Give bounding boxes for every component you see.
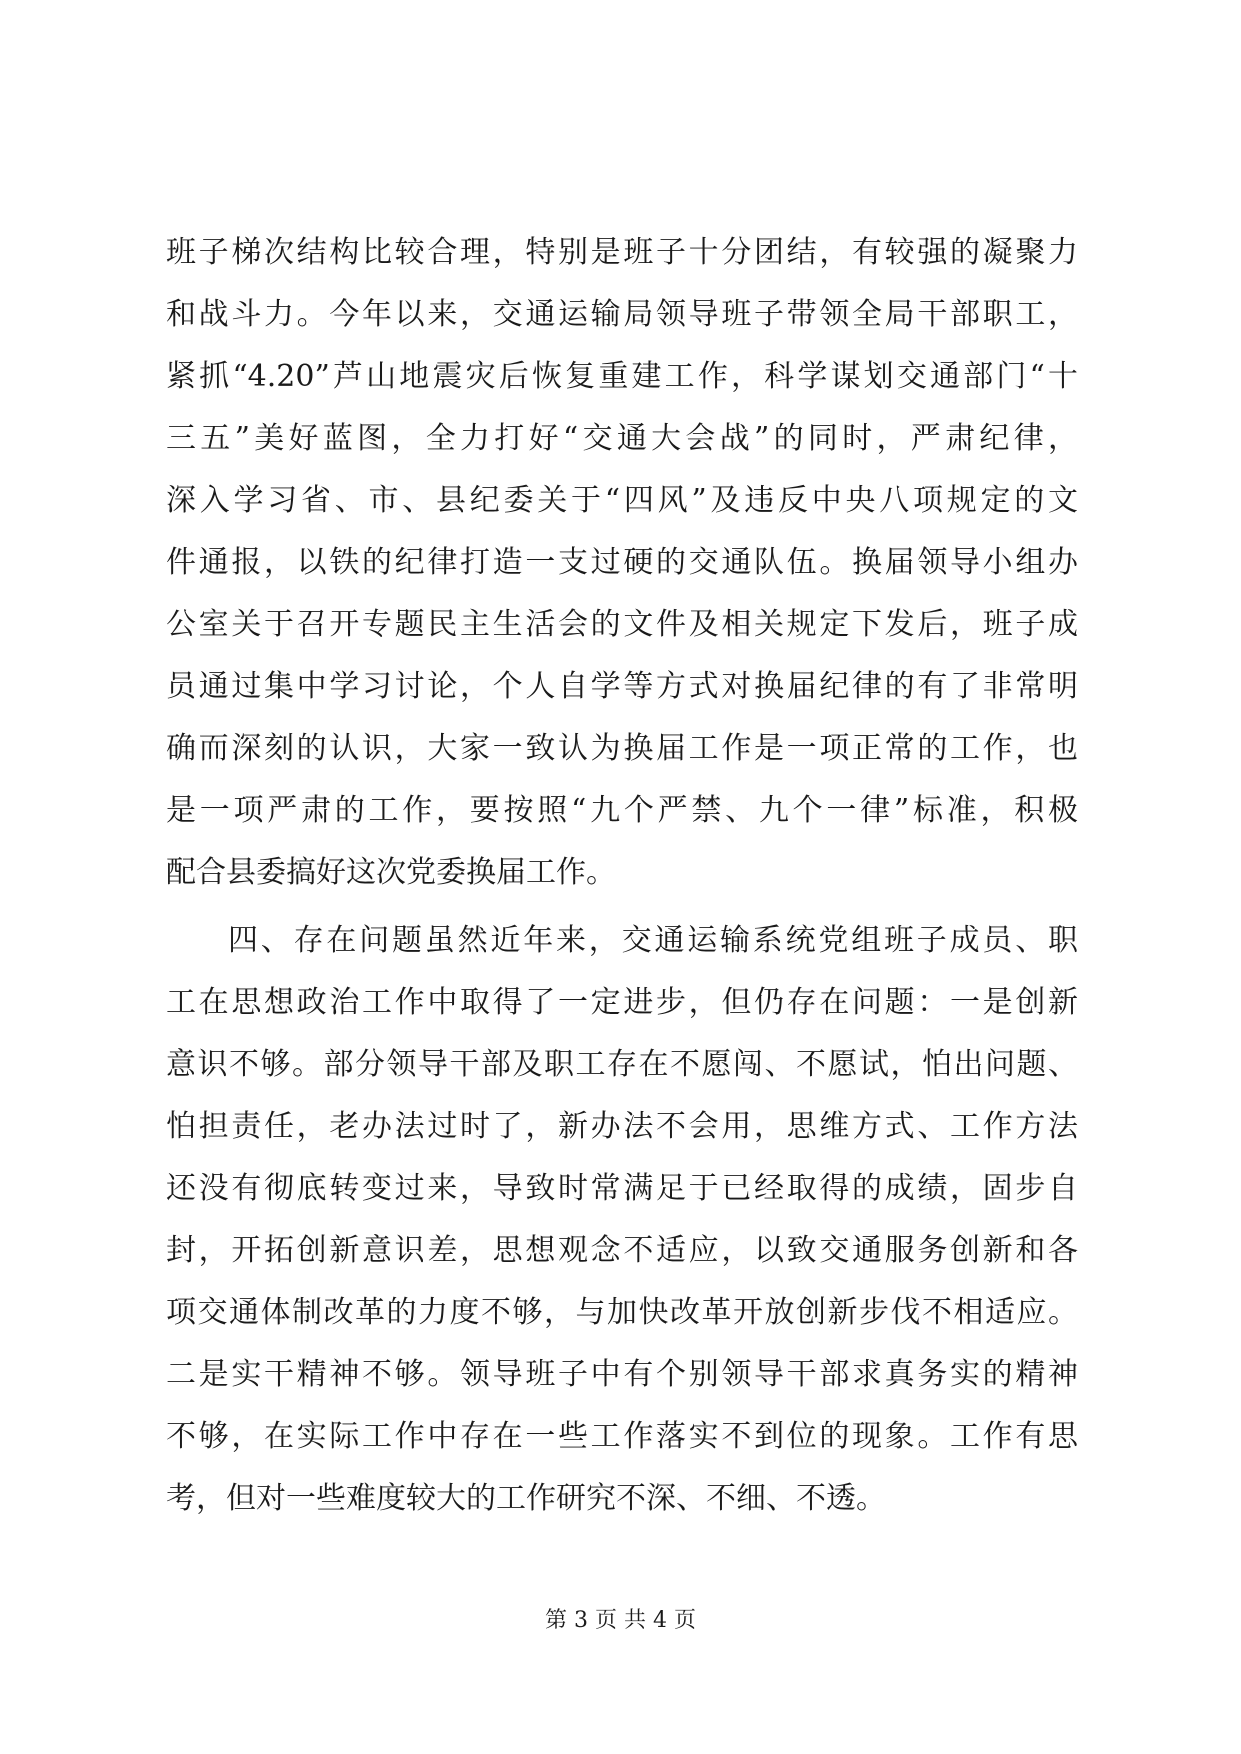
text-line: 紧抓“4.20”芦山地震灾后恢复重建工作，科学谋划交通部门“十 bbox=[166, 359, 1078, 394]
text-line: 三五”美好蓝图，全力打好“交通大会战”的同时，严肃纪律， bbox=[166, 421, 1078, 456]
text-line: 二是实干精神不够。领导班子中有个别领导干部求真务实的精神 bbox=[166, 1357, 1078, 1392]
page-number: 第 3 页 共 4 页 bbox=[545, 1608, 696, 1633]
text-line: 工在思想政治工作中取得了一定进步，但仍存在问题：一是创新 bbox=[166, 985, 1078, 1020]
text-line: 四、存在问题虽然近年来，交通运输系统党组班子成员、职 bbox=[228, 923, 1078, 958]
text-line: 项交通体制改革的力度不够，与加快改革开放创新步伐不相适应。 bbox=[166, 1295, 1078, 1330]
text-line: 班子梯次结构比较合理，特别是班子十分团结，有较强的凝聚力 bbox=[166, 235, 1078, 270]
text-line: 员通过集中学习讨论，个人自学等方式对换届纪律的有了非常明 bbox=[166, 669, 1078, 704]
text-line: 确而深刻的认识，大家一致认为换届工作是一项正常的工作，也 bbox=[166, 731, 1078, 766]
paragraph-1 bbox=[166, 222, 1078, 904]
text-line: 和战斗力。今年以来，交通运输局领导班子带领全局干部职工， bbox=[166, 297, 1078, 332]
text-line: 意识不够。部分领导干部及职工存在不愿闯、不愿试，怕出问题、 bbox=[166, 1047, 1078, 1082]
text-line: 公室关于召开专题民主生活会的文件及相关规定下发后，班子成 bbox=[166, 607, 1078, 642]
paragraph-2 bbox=[166, 910, 1078, 1530]
text-line: 件通报，以铁的纪律打造一支过硬的交通队伍。换届领导小组办 bbox=[166, 545, 1078, 580]
text-line: 还没有彻底转变过来，导致时常满足于已经取得的成绩，固步自 bbox=[166, 1171, 1078, 1206]
text-line: 配合县委搞好这次党委换届工作。 bbox=[166, 855, 616, 890]
text-line: 考，但对一些难度较大的工作研究不深、不细、不透。 bbox=[166, 1481, 886, 1516]
text-line: 是一项严肃的工作，要按照“九个严禁、九个一律”标准，积极 bbox=[166, 793, 1078, 828]
document-body bbox=[166, 222, 1078, 1530]
text-line: 不够，在实际工作中存在一些工作落实不到位的现象。工作有思 bbox=[166, 1419, 1078, 1454]
text-line: 封，开拓创新意识差，思想观念不适应，以致交通服务创新和各 bbox=[166, 1233, 1078, 1268]
text-line: 怕担责任，老办法过时了，新办法不会用，思维方式、工作方法 bbox=[166, 1109, 1078, 1144]
text-line: 深入学习省、市、县纪委关于“四风”及违反中央八项规定的文 bbox=[166, 483, 1078, 518]
page-footer bbox=[0, 1606, 1241, 1636]
